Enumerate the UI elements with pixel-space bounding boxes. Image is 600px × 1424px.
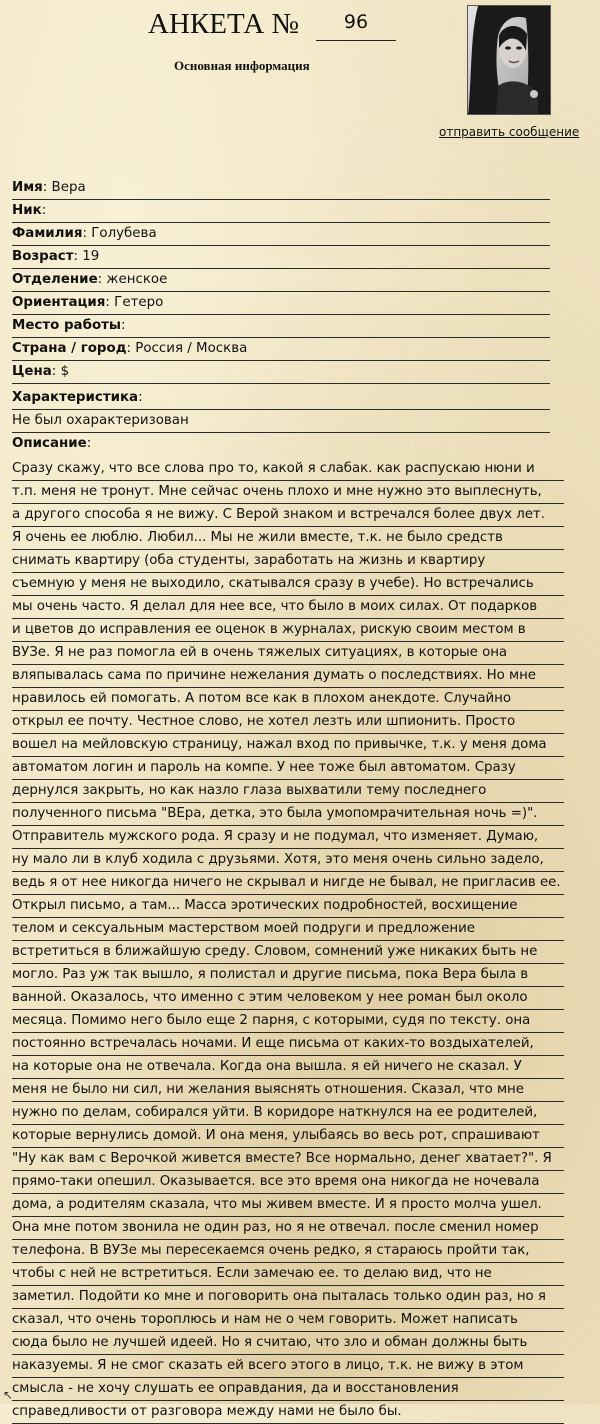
description-line: съемную у меня не выходило, скатывался сразу в учебе). Но встречались	[12, 573, 564, 596]
description-line: ВУЗе. Я не раз помогла ей в очень тяжелых ситуациях, в которые она	[12, 642, 564, 665]
description-line: прямо-таки опешил. Оказывается. все это время она никогда не ночевала	[12, 1171, 564, 1194]
field-orientation: Ориентация: Гетеро	[12, 291, 550, 315]
description-line: телефона. В ВУЗе мы пересекаемся очень редко, я стараюсь пройти так,	[12, 1240, 564, 1263]
field-workplace: Место работы:	[12, 314, 550, 338]
description-line: на которые она не отвечала. Когда она вышла. я ей ничего не сказал. У	[12, 1056, 564, 1079]
description-line: телом и сексуальным мастерством моей подруги и предложение	[12, 918, 564, 941]
description-line: нравилось ей помогать. А потом все как в плохом анекдоте. Случайно	[12, 688, 564, 711]
description-line: могло. Раз уж так вышло, я полистал и другие письма, пока Вера была в	[12, 964, 564, 987]
field-department: Отделение: женское	[12, 268, 550, 292]
description-line: снимать квартиру (оба студенты, заработать на жизнь и квартиру	[12, 550, 564, 573]
field-price: Цена: $	[12, 360, 550, 384]
field-country-city: Страна / город: Россия / Москва	[12, 337, 550, 361]
profile-number-field	[316, 4, 396, 41]
description-line: смысла - не хочу слушать ее оправдания, да и восстановления	[12, 1378, 564, 1401]
description-line: Я очень ее люблю. Любил... Мы не жили вместе, т.к. не было средств	[12, 527, 564, 550]
description-line: заметил. Подойти ко мне и поговорить она пыталась только один раз, но я	[12, 1286, 564, 1309]
description-line: ванной. Оказалось, что именно с этим человеком у нее роман был около	[12, 987, 564, 1010]
description-line: Она мне потом звонила не один раз, но я не отвечал. после сменил номер	[12, 1217, 564, 1240]
description-line: Сразу скажу, что все слова про то, какой я слабак. как распускаю нюни и	[12, 458, 564, 481]
field-description: Описание:	[12, 436, 92, 451]
description-line: чтобы с ней не встретиться. Если замечаю ее. то делаю вид, что не	[12, 1263, 564, 1286]
description-line: мы очень часто. Я делал для нее все, что было в моих силах. От подарков	[12, 596, 564, 619]
description-line: встретиться в ближайшую среду. Словом, сомнений уже никаких быть не	[12, 941, 564, 964]
characteristic-value: Не был охарактеризован	[12, 409, 550, 433]
description-line: вошел на мейловскую страницу, нажал вход по привычке, т.к. у меня дома	[12, 734, 564, 757]
description-line: вляпывалась сама по причине нежелания думать о последствиях. Но мне	[12, 665, 564, 688]
description-line: меня не было ни сил, ни желания выяснять отношения. Сказал, что мне	[12, 1079, 564, 1102]
field-characteristic: Характеристика:	[12, 386, 550, 410]
description-text	[12, 458, 564, 1424]
description-line: постоянно встречалась ночами. И еще письма от каких-то воздыхателей,	[12, 1033, 564, 1056]
field-age: Возраст: 19	[12, 245, 550, 269]
description-line: дома, а родителям сказала, что мы живем вместе. И я просто молча ушел.	[12, 1194, 564, 1217]
description-line: наказуемы. Я не смог сказать ей всего этого в лицо, т.к. не вижу в этом	[12, 1355, 564, 1378]
profile-number: 96	[343, 11, 369, 33]
profile-photo[interactable]	[467, 5, 551, 115]
page-title	[148, 4, 448, 44]
description-line: сюда было не лучшей идеей. Но я считаю, что зло и обман должны быть	[12, 1332, 564, 1355]
send-message-link[interactable]: отправить сообщение	[439, 125, 580, 139]
section-subtitle: Основная информация	[174, 58, 310, 73]
title-text: АНКЕТА №	[148, 8, 300, 40]
description-line: сказал, что очень тороплюсь и нам не о чем говорить. Может написать	[12, 1309, 564, 1332]
field-name: Имя: Вера	[12, 176, 550, 200]
description-line: Отправитель мужского рода. Я сразу и не подумал, что изменяет. Думаю,	[12, 826, 564, 849]
description-line: полученного письма "ВЕра, детка, это была умопомрачительная ночь =)".	[12, 803, 564, 826]
description-line: дернулся закрыть, но как назло глаза выхватили тему последнего	[12, 780, 564, 803]
field-nick: Ник:	[12, 199, 550, 223]
description-line: ну мало ли в клуб ходила с друзьями. Хотя, это меня очень сильно задело,	[12, 849, 564, 872]
description-line: автоматом логин и пароль на компе. У нее тоже был автоматом. Сразу	[12, 757, 564, 780]
description-line: Открыл письмо, а там... Масса эротических подробностей, восхищение	[12, 895, 564, 918]
description-line: месяца. Помимо него было еще 2 парня, с которыми, судя по тексту. она	[12, 1010, 564, 1033]
description-line: "Ну как вам с Верочкой живется вместе? Все нормально, денег хватает?". Я	[12, 1148, 564, 1171]
cursor-mark: ↖	[3, 1388, 14, 1402]
description-line: открыл ее почту. Честное слово, не хотел лезть или шпионить. Просто	[12, 711, 564, 734]
field-surname: Фамилия: Голубева	[12, 222, 550, 246]
description-line: которые вернулись домой. И она меня, улыбаясь во весь рот, спрашивают	[12, 1125, 564, 1148]
description-line: а другого способа я не вижу. С Верой знаком и встречался более двух лет.	[12, 504, 564, 527]
description-line: т.п. меня не тронут. Мне сейчас очень плохо и мне нужно это выплеснуть,	[12, 481, 564, 504]
description-line: и цветов до исправления ее оценок в журналах, рискую своим местом в	[12, 619, 564, 642]
description-line: нужно по делам, собирался уйти. В коридоре наткнулся на ее родителей,	[12, 1102, 564, 1125]
description-line: ведь я от нее никогда ничего не скрывал и нигде не бывал, не пригласив ее.	[12, 872, 564, 895]
description-line: справедливости от разговора между нами не было бы.	[12, 1401, 564, 1424]
profile-photo-image	[468, 6, 551, 115]
